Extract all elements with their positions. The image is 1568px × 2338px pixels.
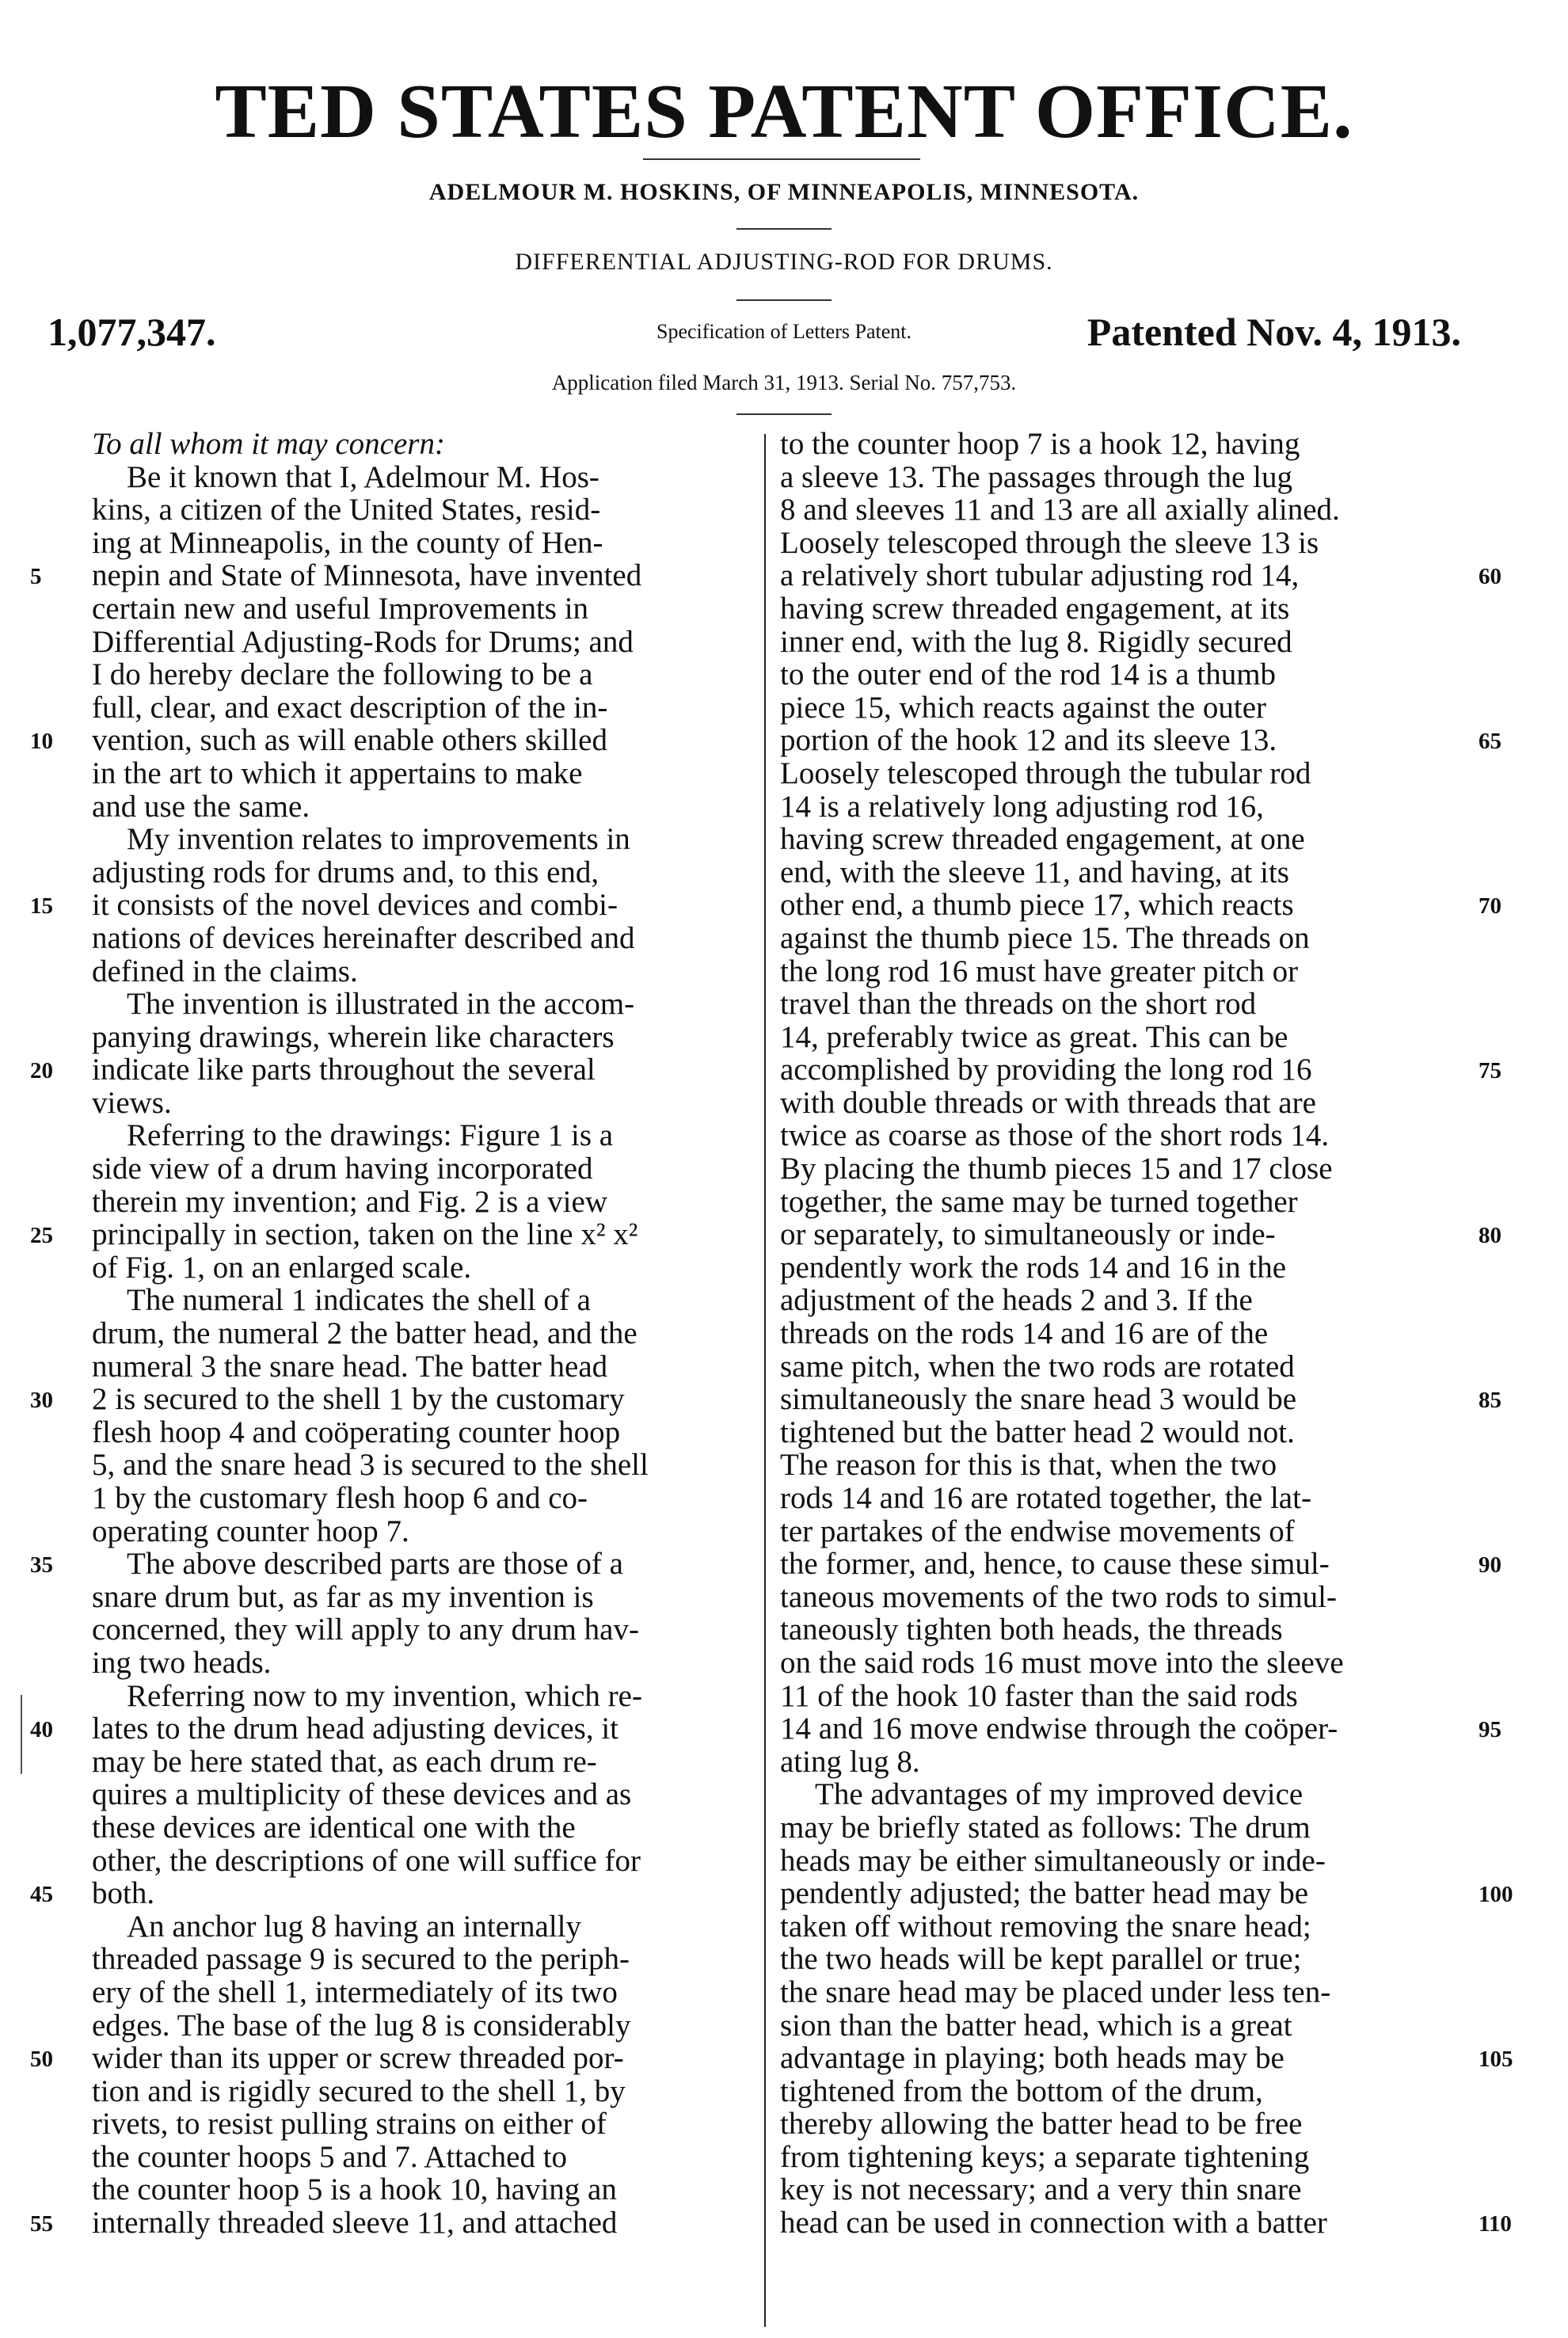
text-line: principally in section, taken on the line x² x² — [92, 1217, 638, 1252]
text-line: may be here stated that, as each drum re- — [92, 1744, 597, 1779]
title-rule — [643, 158, 920, 160]
text-line: ery of the shell 1, intermediately of its two — [92, 1974, 618, 2009]
text-line: nations of devices hereinafter described and — [92, 920, 635, 955]
text-line: with double threads or with threads that are — [780, 1085, 1316, 1120]
specification-label: Specification of Letters Patent. — [656, 320, 911, 343]
text-line: rivets, to resist pulling strains on either of — [92, 2107, 607, 2142]
text-line: drum, the numeral 2 the batter head, and the — [92, 1316, 637, 1351]
text-line: twice as coarse as those of the short rods 14. — [780, 1118, 1330, 1153]
text-line: of Fig. 1, on an enlarged scale. — [92, 1250, 472, 1285]
line-number: 70 — [1479, 893, 1501, 920]
patent-number: 1,077,347. — [48, 310, 216, 354]
text-line: concerned, they will apply to any drum hav- — [92, 1613, 639, 1647]
text-line: piece 15, which reacts against the outer — [780, 690, 1267, 725]
text-line: 14, preferably twice as great. This can be — [780, 1019, 1288, 1054]
line-number: 85 — [1479, 1388, 1501, 1414]
text-line: lates to the drum head adjusting devices, it — [92, 1712, 618, 1746]
text-line: vention, such as will enable others skilled — [92, 723, 607, 758]
text-line: the counter hoop 5 is a hook 10, having an — [92, 2172, 617, 2207]
text-line: ing two heads. — [92, 1645, 272, 1680]
text-line: tightened but the batter head 2 would not. — [780, 1415, 1295, 1449]
text-line: nepin and State of Minnesota, have invented — [92, 558, 642, 593]
application-rule — [736, 413, 832, 415]
text-line: the snare head may be placed under less ten- — [780, 1974, 1331, 2009]
text-line: 14 and 16 move endwise through the coöper- — [780, 1712, 1338, 1746]
text-line: snare drum but, as far as my invention is — [92, 1579, 594, 1614]
subject-rule — [736, 299, 832, 301]
line-number: 110 — [1479, 2211, 1512, 2237]
text-line: inner end, with the lug 8. Rigidly secured — [780, 624, 1292, 659]
right-text-column — [780, 428, 1461, 2240]
text-line: Loosely telescoped through the sleeve 13 is — [780, 525, 1319, 560]
text-line: accomplished by providing the long rod 16 — [780, 1053, 1312, 1087]
line-number: 90 — [1479, 1552, 1501, 1578]
line-number: 20 — [30, 1058, 53, 1084]
text-line: the counter hoops 5 and 7. Attached to — [92, 2139, 568, 2174]
application-line: Application filed March 31, 1913. Serial No. 757,753. — [551, 371, 1017, 394]
text-line: My invention relates to improvements in — [127, 822, 630, 857]
text-line: panying drawings, wherein like characters — [92, 1019, 615, 1054]
text-line: ing at Minneapolis, in the county of Hen- — [92, 525, 603, 560]
text-line: other, the descriptions of one will suffice for — [92, 1843, 641, 1878]
text-line: 8 and sleeves 11 and 13 are all axially alined. — [780, 493, 1340, 527]
line-number: 100 — [1479, 1882, 1513, 1908]
text-line: these devices are identical one with the — [92, 1810, 576, 1845]
text-line: 2 is secured to the shell 1 by the customary — [92, 1382, 625, 1417]
text-line: simultaneously the snare head 3 would be — [780, 1382, 1297, 1417]
line-number: 45 — [30, 1882, 53, 1908]
text-line: Referring now to my invention, which re- — [127, 1678, 642, 1713]
text-line: from tightening keys; a separate tightening — [780, 2139, 1310, 2174]
text-line: 5, and the snare head 3 is secured to the shell — [92, 1448, 649, 1483]
text-line: adjustment of the heads 2 and 3. If the — [780, 1283, 1253, 1318]
text-line: pendently work the rods 14 and 16 in the — [780, 1250, 1287, 1285]
text-line: to the outer end of the rod 14 is a thumb — [780, 657, 1277, 692]
text-line: and use the same. — [92, 789, 310, 824]
line-number: 40 — [30, 1717, 53, 1743]
text-line: a relatively short tubular adjusting rod 14, — [780, 558, 1300, 593]
text-line: portion of the hook 12 and its sleeve 13. — [780, 723, 1277, 758]
text-line: The advantages of my improved device — [815, 1777, 1303, 1812]
text-line: it consists of the novel devices and combi- — [92, 888, 618, 923]
left-text-column — [92, 428, 757, 2240]
text-line: numeral 3 the snare head. The batter head — [92, 1349, 608, 1384]
text-line: 14 is a relatively long adjusting rod 16, — [780, 789, 1264, 824]
text-line: The numeral 1 indicates the shell of a — [127, 1283, 591, 1318]
text-line: full, clear, and exact description of the in- — [92, 690, 608, 725]
text-line: The reason for this is that, when the two — [780, 1448, 1277, 1483]
text-line: ating lug 8. — [780, 1744, 920, 1779]
text-line: key is not necessary; and a very thin snare — [780, 2172, 1302, 2207]
line-number: 105 — [1479, 2047, 1513, 2073]
text-line: tion and is rigidly secured to the shell 1, by — [92, 2073, 626, 2108]
margin-mark — [21, 1695, 22, 1774]
text-line: adjusting rods for drums and, to this end, — [92, 855, 599, 889]
line-number: 35 — [30, 1552, 53, 1578]
text-line: other end, a thumb piece 17, which reacts — [780, 888, 1294, 923]
text-line: pendently adjusted; the batter head may be — [780, 1876, 1309, 1911]
text-line: taneously tighten both heads, the threads — [780, 1613, 1283, 1647]
line-number: 55 — [30, 2211, 53, 2237]
text-line: Loosely telescoped through the tubular rod — [780, 756, 1311, 790]
text-line: travel than the threads on the short rod — [780, 987, 1257, 1022]
text-line: to the counter hoop 7 is a hook 12, having — [780, 427, 1300, 461]
line-number: 60 — [1479, 564, 1501, 590]
line-number: 10 — [30, 729, 53, 755]
text-line: advantage in playing; both heads may be — [780, 2041, 1284, 2076]
office-title: TED STATES PATENT OFFICE. — [215, 69, 1353, 154]
text-line: internally threaded sleeve 11, and attached — [92, 2206, 618, 2241]
line-number: 50 — [30, 2047, 53, 2073]
text-line: 11 of the hook 10 faster than the said rods — [780, 1678, 1298, 1713]
line-number: 5 — [30, 564, 42, 590]
text-line: the long rod 16 must have greater pitch or — [780, 954, 1299, 988]
text-line: having screw threaded engagement, at its — [780, 591, 1290, 626]
text-line: a sleeve 13. The passages through the lug — [780, 459, 1292, 494]
text-line: operating counter hoop 7. — [92, 1514, 409, 1548]
text-line: in the art to which it appertains to make — [92, 756, 583, 790]
text-line: having screw threaded engagement, at one — [780, 822, 1305, 857]
text-line: against the thumb piece 15. The threads on — [780, 920, 1310, 955]
text-line: or separately, to simultaneously or inde- — [780, 1217, 1276, 1252]
text-line: The above described parts are those of a — [127, 1547, 623, 1582]
line-number: 80 — [1479, 1223, 1501, 1249]
text-line: 1 by the customary flesh hoop 6 and co- — [92, 1481, 588, 1515]
line-number: 25 — [30, 1223, 53, 1249]
line-number: 95 — [1479, 1717, 1501, 1743]
text-line: therein my invention; and Fig. 2 is a view — [92, 1184, 607, 1219]
text-line: the two heads will be kept parallel or true; — [780, 1942, 1302, 1977]
text-line: Differential Adjusting-Rods for Drums; and — [92, 624, 634, 659]
text-line: threaded passage 9 is secured to the periph- — [92, 1942, 630, 1977]
text-line: thereby allowing the batter head to be free — [780, 2107, 1303, 2142]
line-number: 75 — [1479, 1058, 1501, 1084]
text-line: flesh hoop 4 and coöperating counter hoop — [92, 1415, 621, 1449]
patented-date: Patented Nov. 4, 1913. — [1087, 310, 1461, 354]
text-line: end, with the sleeve 11, and having, at its — [780, 855, 1289, 889]
text-line: edges. The base of the lug 8 is considerably — [92, 2008, 631, 2043]
text-line: To all whom it may concern: — [92, 427, 445, 461]
invention-title: DIFFERENTIAL ADJUSTING-ROD FOR DRUMS. — [515, 249, 1053, 275]
line-number: 30 — [30, 1388, 53, 1414]
text-line: I do hereby declare the following to be a — [92, 657, 593, 692]
text-line: rods 14 and 16 are rotated together, the lat- — [780, 1481, 1311, 1515]
text-line: Be it known that I, Adelmour M. Hos- — [127, 459, 599, 494]
text-line: By placing the thumb pieces 15 and 17 close — [780, 1152, 1333, 1186]
text-line: kins, a citizen of the United States, resid- — [92, 493, 601, 527]
text-line: may be briefly stated as follows: The drum — [780, 1810, 1311, 1845]
text-line: certain new and useful Improvements in — [92, 591, 589, 626]
text-line: both. — [92, 1876, 155, 1911]
text-line: An anchor lug 8 having an internally — [127, 1909, 582, 1944]
text-line: Referring to the drawings: Figure 1 is a — [127, 1118, 614, 1153]
inventor-line: ADELMOUR M. HOSKINS, OF MINNEAPOLIS, MINNESOTA. — [428, 179, 1140, 205]
text-line: the former, and, hence, to cause these simul- — [780, 1547, 1330, 1582]
text-line: taneous movements of the two rods to simul- — [780, 1579, 1337, 1614]
text-line: The invention is illustrated in the accom- — [127, 987, 635, 1022]
text-line: indicate like parts throughout the several — [92, 1053, 596, 1087]
line-number: 65 — [1479, 729, 1501, 755]
text-line: on the said rods 16 must move into the sleeve — [780, 1645, 1344, 1680]
text-line: together, the same may be turned together — [780, 1184, 1298, 1219]
text-line: wider than its upper or screw threaded por- — [92, 2041, 624, 2076]
text-line: same pitch, when the two rods are rotated — [780, 1349, 1295, 1384]
text-line: threads on the rods 14 and 16 are of the — [780, 1316, 1269, 1351]
text-line: taken off without removing the snare head; — [780, 1909, 1311, 1944]
column-divider — [764, 434, 766, 2327]
text-line: views. — [92, 1085, 172, 1120]
text-line: ter partakes of the endwise movements of — [780, 1514, 1295, 1548]
text-line: tightened from the bottom of the drum, — [780, 2073, 1263, 2108]
text-line: quires a multiplicity of these devices and as — [92, 1777, 632, 1812]
text-line: heads may be either simultaneously or inde- — [780, 1843, 1326, 1878]
inventor-rule — [736, 228, 832, 230]
text-line: head can be used in connection with a batter — [780, 2206, 1327, 2241]
text-line: side view of a drum having incorporated — [92, 1152, 593, 1186]
text-line: sion than the batter head, which is a great — [780, 2008, 1292, 2043]
text-line: defined in the claims. — [92, 954, 358, 988]
line-number: 15 — [30, 893, 53, 920]
